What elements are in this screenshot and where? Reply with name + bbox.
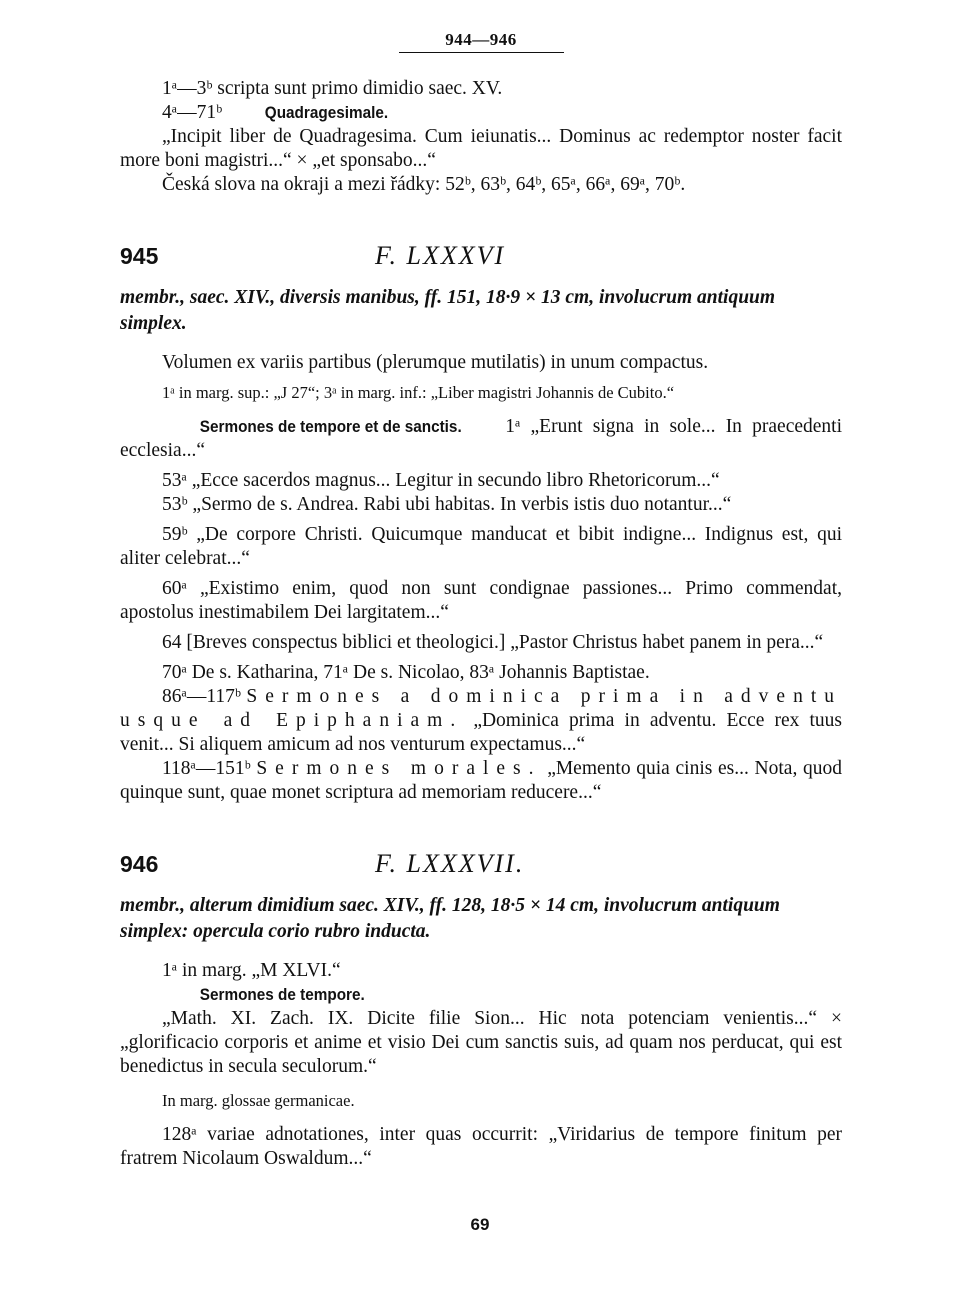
shelfmark: F. LXXXVI bbox=[375, 241, 506, 270]
incipit-text: „Memento quia cinis es... Nota, quod quinque sunt, quae monet scriptura ad memoriam reducere...“ bbox=[120, 758, 842, 803]
entry-number: 945 bbox=[120, 243, 159, 269]
section-line bbox=[120, 685, 842, 757]
previous-entry-continuation bbox=[120, 77, 842, 197]
folio-range: 4ᵃ—71ᵇ bbox=[162, 102, 223, 123]
incipit-text: „Incipit liber de Quadragesima. Cum ieiunatis... Dominus ac redemptor noster facit more boni magistri...“ × „et sponsabo...“ bbox=[120, 126, 842, 171]
section-line bbox=[120, 983, 842, 1007]
section-line bbox=[120, 415, 842, 463]
folio-note: 1ᵃ—3ᵇ scripta sunt primo dimidio saec. XV. bbox=[162, 78, 503, 99]
incipit-text: 59ᵇ „De corpore Christi. Quicumque manducat et bibit indigne... Indignus est, qui aliter celebrat...“ bbox=[120, 524, 842, 569]
margin-note: 1ᵃ in marg. „M XLVI.“ bbox=[162, 960, 341, 981]
incipit-text: 53ᵇ „Sermo de s. Andrea. Rabi ubi habitas. In verbis istis duo notantur...“ bbox=[162, 494, 732, 515]
folio-range: 118ᵃ—151ᵇ bbox=[162, 758, 251, 779]
entry-number: 946 bbox=[120, 851, 159, 877]
incipit-text: „Math. XI. Zach. IX. Dicite filie Sion... Hic nota potenciam venientis...“ × „glorificacio corporis et anime et visio Dei cum sanctis suis, ad quam nos perducat, qui est benedictus in secula seculorum.“ bbox=[120, 1008, 842, 1077]
czech-note: Česká slova na okraji a mezi řádky: 52ᵇ, 63ᵇ, 64ᵇ, 65ᵃ, 66ᵃ, 69ᵃ, 70ᵇ. bbox=[162, 174, 686, 195]
entry-header bbox=[120, 241, 842, 271]
incipit-text: 64 [Breves conspectus biblici et theologici.] „Pastor Christus habet panem in pera...“ bbox=[162, 632, 824, 653]
section-title: Sermones de tempore. bbox=[199, 985, 365, 1004]
running-head: 944—946 bbox=[399, 30, 564, 53]
folio-range: 86ᵃ—117ᵇ bbox=[162, 686, 241, 707]
incipit-text: „Dominica prima in adventu. Ecce rex tuus venit... Si aliquem amicum ad nos venturum expectamus...“ bbox=[120, 710, 843, 755]
section-title: Sermones morales. bbox=[256, 758, 542, 779]
margin-note: In marg. glossae germanicae. bbox=[162, 1091, 355, 1110]
entry-946 bbox=[120, 849, 842, 1171]
margin-note: 1ᵃ in marg. sup.: „J 27“; 3ᵃ in marg. inf.: „Liber magistri Johannis de Cubito.“ bbox=[162, 383, 675, 402]
content-note: 128ᵃ variae adnotationes, inter quas occurrit: „Viridarius de tempore finitum per fratrem Nicolaum Oswaldum...“ bbox=[120, 1124, 842, 1169]
page-number: 69 bbox=[470, 1215, 490, 1234]
section-line bbox=[120, 757, 842, 805]
section-title: Sermones de tempore et de sanctis. bbox=[199, 417, 462, 436]
document-page bbox=[120, 30, 842, 1171]
section-line bbox=[120, 101, 842, 125]
physical-description: membr., saec. XIV., diversis manibus, ff. 151, 18·9 × 13 cm, involucrum antiquum simplex. bbox=[120, 287, 776, 334]
physical-description: membr., alterum dimidium saec. XIV., ff. 128, 18·5 × 14 cm, involucrum antiquum simplex: opercula corio rubro inducta. bbox=[120, 895, 780, 942]
shelfmark: F. LXXXVII. bbox=[375, 849, 525, 878]
section-title: Quadragesimale. bbox=[264, 103, 389, 122]
content-note: 70ᵃ De s. Katharina, 71ᵃ De s. Nicolao, 83ᵃ Johannis Baptistae. bbox=[162, 662, 650, 683]
incipit-text: 1ᵃ „Erunt signa in sole... In praecedenti ecclesia...“ bbox=[120, 416, 843, 461]
incipit-text: 53ᵃ „Ecce sacerdos magnus... Legitur in secundo libro Rhetoricorum...“ bbox=[162, 470, 720, 491]
content-note: Volumen ex variis partibus (plerumque mutilatis) in unum compactus. bbox=[162, 352, 709, 373]
entry-945 bbox=[120, 241, 842, 805]
entry-header bbox=[120, 849, 842, 879]
incipit-text: 60ᵃ „Existimo enim, quod non sunt condignae passiones... Primo commendat, apostolus inestimabilem Dei largitatem...“ bbox=[120, 578, 842, 623]
section-title: Sermones a dominica prima in adventu usque ad Epiphaniam. bbox=[120, 686, 842, 731]
